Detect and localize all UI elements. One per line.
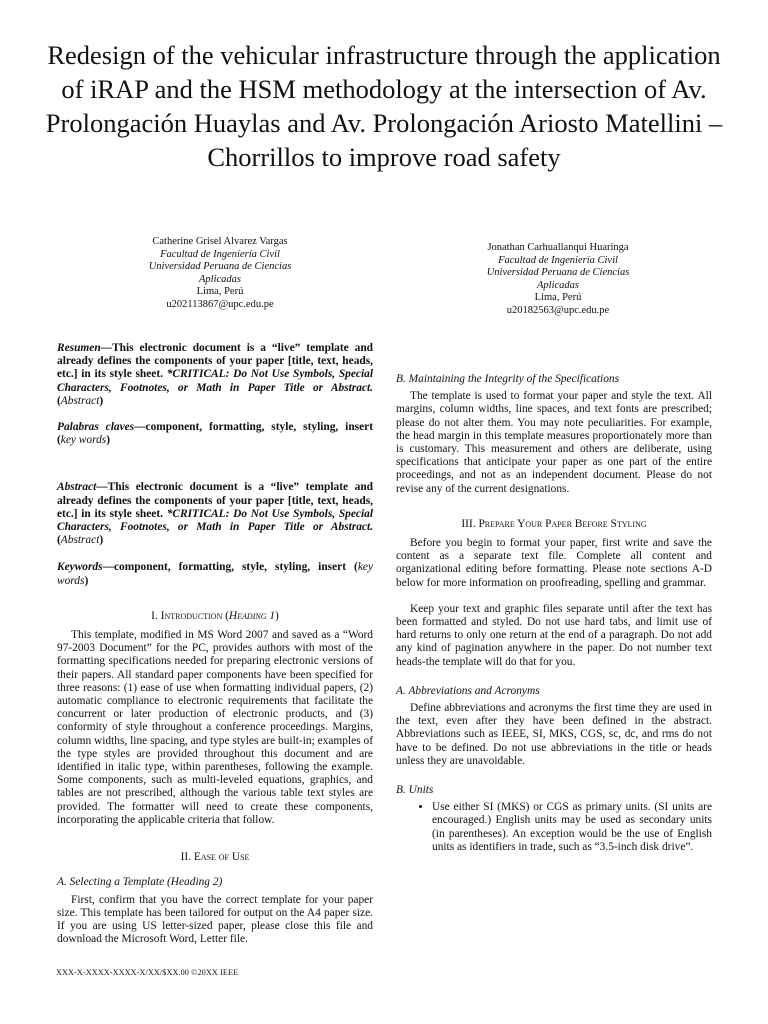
palabras-label: Palabras claves (57, 421, 135, 434)
prepare-paper-p1: Before you begin to format your paper, first write and save the content as a separate text file. Complete all content and organizational editing before formatting. Please note sections A-D below for more information on proofreading, spelling and grammar. (396, 537, 712, 589)
author-2-email: u20182563@upc.edu.pe (506, 304, 610, 316)
resumen-label: Resumen (57, 342, 101, 354)
list-item: • Use either SI (MKS) or CGS as primary units. (SI units are encouraged.) English units may be used as secondary units (in parentheses). An exception would be the use of English units as identifiers in trade, such as “3.5-inch disk drive”. (432, 801, 712, 854)
author-2-dept: Facultad de Ingeniería Civil (498, 254, 618, 266)
resumen-critical: *CRITICAL: Do Not Use Symbols, Special Characters, Footnotes, or Math in Paper Title or Abstract. (57, 368, 373, 394)
author-2-univ: Universidad Peruana de Ciencias (486, 267, 630, 279)
sec1-num: I. (151, 609, 158, 622)
sec1-paren: Heading 1 (228, 609, 276, 622)
heading-ease-of-use (57, 851, 373, 864)
author-1-city: Lima, Perú (196, 286, 244, 298)
author-2 (428, 242, 688, 318)
heading-selecting-template: A. Selecting a Template (Heading 2) (57, 876, 223, 889)
sec3-num: III. (461, 517, 476, 530)
palabras-claves-paragraph: Palabras claves—component, formatting, style, styling, insert (key words) (57, 421, 374, 447)
sec1-title: Introduction (160, 609, 223, 622)
author-1-dept: Facultad de Ingeniería Civil (160, 248, 280, 260)
author-2-city: Lima, Perú (534, 292, 582, 304)
abstract-text: —This electronic document is a “live” template and already defines the components of your paper [title, text, heads, etc.] in its style sheet. (57, 481, 373, 520)
resumen-paren: Abstract (60, 394, 100, 407)
heading-introduction: I. Introduction (Heading 1) (151, 609, 279, 622)
author-1-univ: Universidad Peruana de Ciencias (148, 261, 292, 273)
author-1-name: Catherine Grisel Alvarez Vargas (152, 236, 288, 247)
right-column-content (396, 343, 712, 854)
keywords-text: —component, formatting, style, styling, insert (102, 561, 346, 574)
resumen-text: —This electronic document is a “live” template and already defines the components of your paper [title, text, heads, etc.] in its style sheet. (57, 342, 373, 381)
sec3-title: Prepare Your Paper Before Styling (478, 517, 647, 530)
resumen-paragraph: Resumen—This electronic document is a “live” template and already defines the components of your paper [title, text, heads, etc.] in its style sheet. *CRITICAL: Do Not Use Symbols, Special Characters, Footnotes, or Math in Paper Title or Abstract. (Abstract) (57, 342, 373, 407)
palabras-text: —component, formatting, style, styling, insert (134, 421, 374, 434)
keywords-paragraph: Keywords—component, formatting, style, styling, insert (key words) (57, 561, 373, 587)
keywords-label: Keywords (57, 561, 103, 574)
heading-units: B. Units (396, 784, 434, 797)
author-2-univ-cont: Aplicadas (537, 279, 579, 291)
units-list (396, 801, 712, 854)
maintaining-integrity-body: The template is used to format your paper and style the text. All margins, column widths, line spaces, and text fonts are prescribed; please do not alter them. You may note peculiarities. For example, the head margin in this template measures proportionately more than is customary. This measurement and others are deliberate, using specifications that anticipate your paper as one part of the entire proceedings, and not as an independent document. Please do not revise any of the current designations. (396, 390, 712, 495)
heading-maintaining-integrity: B. Maintaining the Integrity of the Specifications (396, 373, 620, 385)
author-2-name: Jonathan Carhuallanqui Huaringa (487, 242, 629, 253)
copyright-footer: XXX-X-XXXX-XXXX-X/XX/$XX.00 ©20XX IEEE (56, 968, 239, 977)
palabras-paren: key words (60, 434, 107, 447)
abstract-label: Abstract (57, 481, 97, 494)
sec2-title: Ease of Use (193, 851, 250, 864)
intro-body: This template, modified in MS Word 2007 and saved as a “Word 97-2003 Document” for the PC, provides authors with most of the formatting specifications needed for preparing electronic versions of their papers. All standard paper components have been specified for three reasons: (1) ease of use when formatting individual papers, (2) automatic compliance to electronic requirements that facilitate the concurrent or later production of electronic products, and (3) conformity of style throughout a conference proceedings. Margins, column widths, line spacing, and type styles are built-in; examples of the type styles are provided throughout this document and are identified in italic type, within parentheses, following the example. Some components, such as multi-leveled equations, graphics, and tables are not prescribed, although the various table text styles are provided. The formatter will need to create these components, incorporating the applicable criteria that follow. (57, 629, 373, 826)
heading-abbreviations: A. Abbreviations and Acronyms (396, 684, 540, 697)
keywords-paren: key words (57, 561, 373, 587)
abbreviations-body: Define abbreviations and acronyms the first time they are used in the text, even after they have been defined in the abstract. Abbreviations such as IEEE, SI, MKS, CGS, sc, dc, and rms do not have to be defined. Do not use abbreviations in the title or heads unless they are unavoidable. (396, 702, 712, 767)
author-1-email: u202113867@upc.edu.pe (166, 298, 274, 310)
abstract-paren: Abstract (60, 534, 100, 547)
abstract-paragraph: Abstract—This electronic document is a “live” template and already defines the components of your paper [title, text, heads, etc.] in its style sheet. *CRITICAL: Do Not Use Symbols, Special Characters, Footnotes, or Math in Paper Title or Abstract. (Abstract) (57, 481, 373, 547)
left-column (57, 342, 373, 946)
abstract-critical: *CRITICAL: Do Not Use Symbols, Special Characters, Footnotes, or Math in Paper Title or Abstract. (57, 507, 373, 534)
sec2-num: II. (180, 851, 191, 864)
heading-prepare-paper (396, 518, 712, 531)
author-1-univ-cont: Aplicadas (199, 273, 241, 285)
author-1 (90, 236, 350, 312)
prepare-paper-p2: Keep your text and graphic files separate until after the text has been formatted and styled. Do not use hard tabs, and limit use of hard returns to only one return at the end of a paragraph. Do not add any kind of pagination anywhere in the paper. Do not number text heads-the template will do that for you. (396, 602, 712, 668)
selecting-template-body: First, confirm that you have the correct template for your paper size. This template has been tailored for output on the A4 paper size. If you are using US letter-sized paper, please close this file and download the Microsoft Word, Letter file. (57, 893, 373, 946)
paper-title: Redesign of the vehicular infrastructure through the application of iRAP and the HSM methodology at the intersection of Av. Prolongación Huaylas and Av. Prolongación Ariosto Matellini – Chorrillos to improve road safety (45, 40, 723, 172)
